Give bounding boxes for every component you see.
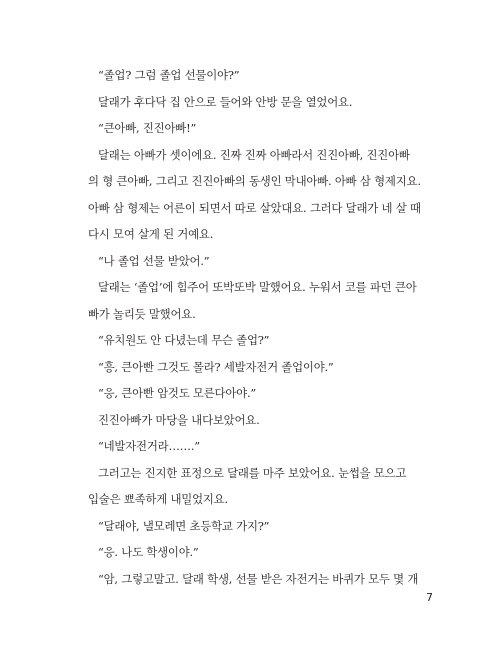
paragraph [88,354,424,381]
text-line: “달래야, 낼모레면 초등학교 가지?” [98,518,270,533]
paragraph [88,62,424,89]
text-line: “나 졸업 선물 받았어.” [98,253,210,268]
text-line: “암, 그렇고말고. 달래 학생, 선물 받은 자전거는 바퀴가 모두 몇 개 [98,571,419,586]
paragraph [88,248,424,275]
paragraph [88,115,424,142]
text-line: “응. 나도 학생이야.” [98,545,199,559]
text-line: 그러고는 진지한 표정으로 달래를 마주 보았어요. 눈썹을 모으고 [98,465,407,480]
paragraph [88,460,424,513]
paragraph [88,407,424,434]
text-line: “흥, 큰아빤 그것도 몰라? 세발자전거 졸업이야.” [98,359,334,374]
paragraph [88,327,424,354]
text-line: “유치원도 안 다녔는데 무슨 졸업?” [98,333,270,347]
text-line: “응, 큰아빤 암것도 모른다아야.” [98,386,256,400]
text-line: 달래는 아빠가 셋이에요. 진짜 진짜 아빠라서 진진아빠, 진진아빠 [98,147,410,162]
paragraph [88,513,424,540]
text-line: 다시 모여 살게 된 거예요. [88,227,214,241]
text-line: 입술은 뾰족하게 내밀었지요. [88,492,228,506]
paragraph [88,89,424,116]
paragraph [88,142,424,248]
text-line: 빠가 놀리듯 말했어요. [88,306,196,321]
text-line: 아빠 삼 형제는 어른이 되면서 따로 살았대요. 그러다 달래가 네 살 때 [88,200,421,215]
paragraph [88,274,424,327]
text-line: “졸업? 그럼 졸업 선물이야?” [98,68,240,82]
paragraph [88,539,424,566]
page-body [88,62,424,592]
text-line: 달래는 ‘졸업’에 힘주어 또박또박 말했어요. 누워서 코를 파던 큰아 [98,280,417,294]
text-line: 진진아빠가 마당을 내다보았어요. [98,412,260,427]
paragraph [88,380,424,407]
paragraph [88,433,424,460]
text-line: 의 형 큰아빠, 그리고 진진아빠의 동생인 막내아빠. 아빠 삼 형제지요. [88,174,421,188]
text-line: 달래가 후다닥 집 안으로 들어와 안방 문을 열었어요. [98,94,353,109]
page-number: 7 [426,591,433,604]
text-line: “큰아빠, 진진아빠!” [98,121,197,135]
text-line: “네발자전거라…….” [98,439,200,453]
paragraph [88,566,424,593]
